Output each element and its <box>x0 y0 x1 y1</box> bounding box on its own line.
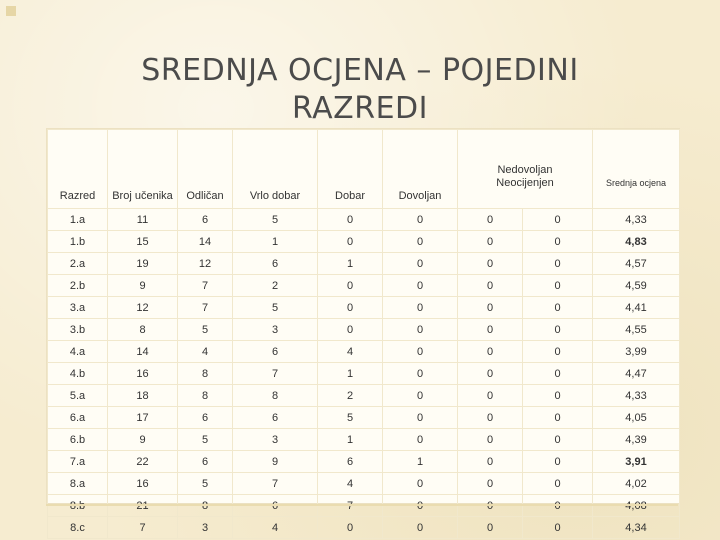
cell-broj: 22 <box>108 451 178 473</box>
table-header <box>48 130 680 209</box>
cell-dovoljan: 0 <box>383 363 458 385</box>
table-row <box>48 319 680 341</box>
cell-dovoljan: 0 <box>383 473 458 495</box>
cell-dobar: 1 <box>318 363 383 385</box>
cell-odlican: 6 <box>178 451 233 473</box>
table-body <box>48 209 680 539</box>
cell-vrlo-dobar: 7 <box>233 473 318 495</box>
cell-nedovoljan: 0 <box>458 451 523 473</box>
header-nedovoljan-neocijenjen <box>458 130 593 209</box>
cell-neocijenjen: 0 <box>523 451 593 473</box>
grades-table <box>47 129 680 539</box>
cell-vrlo-dobar: 2 <box>233 275 318 297</box>
cell-dovoljan: 0 <box>383 407 458 429</box>
cell-nedovoljan: 0 <box>458 297 523 319</box>
cell-dobar: 0 <box>318 517 383 539</box>
cell-vrlo-dobar: 8 <box>233 385 318 407</box>
cell-neocijenjen: 0 <box>523 231 593 253</box>
table-row <box>48 297 680 319</box>
cell-broj: 9 <box>108 429 178 451</box>
cell-nedovoljan: 0 <box>458 363 523 385</box>
cell-nedovoljan: 0 <box>458 275 523 297</box>
cell-dovoljan: 0 <box>383 275 458 297</box>
cell-dobar: 1 <box>318 429 383 451</box>
cell-nedovoljan: 0 <box>458 319 523 341</box>
cell-dobar: 1 <box>318 253 383 275</box>
cell-odlican: 14 <box>178 231 233 253</box>
cell-odlican: 8 <box>178 385 233 407</box>
cell-dobar: 5 <box>318 407 383 429</box>
cell-razred: 8.a <box>48 473 108 495</box>
cell-broj: 17 <box>108 407 178 429</box>
cell-neocijenjen: 0 <box>523 385 593 407</box>
cell-broj: 12 <box>108 297 178 319</box>
cell-broj: 7 <box>108 517 178 539</box>
cell-nedovoljan: 0 <box>458 231 523 253</box>
cell-odlican: 12 <box>178 253 233 275</box>
cell-broj: 15 <box>108 231 178 253</box>
cell-odlican: 6 <box>178 209 233 231</box>
cell-vrlo-dobar: 6 <box>233 407 318 429</box>
cell-vrlo-dobar: 3 <box>233 429 318 451</box>
cell-dobar: 4 <box>318 341 383 363</box>
cell-broj: 8 <box>108 319 178 341</box>
cell-razred: 4.b <box>48 363 108 385</box>
cell-dovoljan: 0 <box>383 297 458 319</box>
cell-vrlo-dobar: 5 <box>233 209 318 231</box>
cell-neocijenjen: 0 <box>523 429 593 451</box>
cell-dobar: 6 <box>318 451 383 473</box>
cell-dobar: 4 <box>318 473 383 495</box>
cell-srednja: 4,02 <box>593 473 680 495</box>
title-line-2: RAZREDI <box>292 91 428 126</box>
cell-neocijenjen: 0 <box>523 341 593 363</box>
header-row <box>48 130 680 209</box>
table-row <box>48 385 680 407</box>
cell-neocijenjen: 0 <box>523 407 593 429</box>
cell-srednja: 3,91 <box>593 451 680 473</box>
cell-odlican: 8 <box>178 363 233 385</box>
cell-vrlo-dobar: 6 <box>233 253 318 275</box>
cell-dovoljan: 0 <box>383 231 458 253</box>
table-row <box>48 517 680 539</box>
title-line-1: SREDNJA OCJENA – POJEDINI <box>141 53 579 88</box>
cell-razred: 6.b <box>48 429 108 451</box>
cell-nedovoljan: 0 <box>458 253 523 275</box>
cell-nedovoljan: 0 <box>458 429 523 451</box>
table-row <box>48 363 680 385</box>
header-razred: Razred <box>48 130 108 209</box>
cell-vrlo-dobar: 5 <box>233 297 318 319</box>
header-vrlo-dobar: Vrlo dobar <box>233 130 318 209</box>
cell-neocijenjen: 0 <box>523 319 593 341</box>
table-row <box>48 429 680 451</box>
cell-broj: 19 <box>108 253 178 275</box>
table-row <box>48 407 680 429</box>
cell-dobar: 0 <box>318 297 383 319</box>
cell-dobar: 0 <box>318 275 383 297</box>
header-dovoljan: Dovoljan <box>383 130 458 209</box>
cell-razred: 8.c <box>48 517 108 539</box>
header-odlican: Odličan <box>178 130 233 209</box>
grades-table-container <box>46 128 680 534</box>
cell-dovoljan: 0 <box>383 429 458 451</box>
table-row <box>48 275 680 297</box>
cell-nedovoljan: 0 <box>458 209 523 231</box>
cell-razred: 2.b <box>48 275 108 297</box>
cell-razred: 4.a <box>48 341 108 363</box>
cell-srednja: 4,39 <box>593 429 680 451</box>
table-row <box>48 231 680 253</box>
cell-vrlo-dobar: 7 <box>233 363 318 385</box>
cell-neocijenjen: 0 <box>523 473 593 495</box>
cell-nedovoljan: 0 <box>458 385 523 407</box>
cell-srednja: 4,57 <box>593 253 680 275</box>
cell-nedovoljan: 0 <box>458 473 523 495</box>
cell-nedovoljan: 0 <box>458 517 523 539</box>
cell-odlican: 5 <box>178 429 233 451</box>
cell-dovoljan: 0 <box>383 517 458 539</box>
cell-dovoljan: 0 <box>383 341 458 363</box>
cell-neocijenjen: 0 <box>523 363 593 385</box>
cell-nedovoljan: 0 <box>458 341 523 363</box>
cell-broj: 16 <box>108 363 178 385</box>
header-broj-ucenika: Broj učenika <box>108 130 178 209</box>
cell-odlican: 3 <box>178 517 233 539</box>
corner-decoration <box>6 6 16 16</box>
header-neocijenjen: Neocijenjen <box>496 177 554 189</box>
cell-broj: 9 <box>108 275 178 297</box>
header-nedovoljan: Nedovoljan <box>497 164 553 176</box>
table-row <box>48 473 680 495</box>
cell-dovoljan: 0 <box>383 319 458 341</box>
cell-vrlo-dobar: 1 <box>233 231 318 253</box>
table-bottom-rule <box>46 504 678 506</box>
cell-dobar: 2 <box>318 385 383 407</box>
header-srednja-ocjena: Srednja ocjena <box>593 130 680 209</box>
cell-srednja: 3,99 <box>593 341 680 363</box>
cell-srednja: 4,55 <box>593 319 680 341</box>
cell-srednja: 4,83 <box>593 231 680 253</box>
cell-dovoljan: 0 <box>383 385 458 407</box>
cell-srednja: 4,34 <box>593 517 680 539</box>
table-row <box>48 451 680 473</box>
cell-dobar: 0 <box>318 231 383 253</box>
cell-odlican: 4 <box>178 341 233 363</box>
cell-neocijenjen: 0 <box>523 297 593 319</box>
cell-srednja: 4,47 <box>593 363 680 385</box>
cell-neocijenjen: 0 <box>523 253 593 275</box>
slide-title <box>95 52 625 128</box>
table-row <box>48 209 680 231</box>
cell-razred: 2.a <box>48 253 108 275</box>
cell-razred: 3.a <box>48 297 108 319</box>
cell-neocijenjen: 0 <box>523 209 593 231</box>
cell-razred: 3.b <box>48 319 108 341</box>
cell-razred: 6.a <box>48 407 108 429</box>
cell-vrlo-dobar: 9 <box>233 451 318 473</box>
cell-dovoljan: 0 <box>383 253 458 275</box>
cell-razred: 1.a <box>48 209 108 231</box>
table-row <box>48 253 680 275</box>
cell-srednja: 4,41 <box>593 297 680 319</box>
cell-razred: 7.a <box>48 451 108 473</box>
cell-razred: 5.a <box>48 385 108 407</box>
cell-broj: 18 <box>108 385 178 407</box>
cell-odlican: 5 <box>178 319 233 341</box>
cell-dovoljan: 1 <box>383 451 458 473</box>
cell-vrlo-dobar: 6 <box>233 341 318 363</box>
header-dobar: Dobar <box>318 130 383 209</box>
cell-neocijenjen: 0 <box>523 517 593 539</box>
cell-srednja: 4,59 <box>593 275 680 297</box>
cell-vrlo-dobar: 4 <box>233 517 318 539</box>
cell-neocijenjen: 0 <box>523 275 593 297</box>
cell-dobar: 0 <box>318 319 383 341</box>
cell-srednja: 4,33 <box>593 209 680 231</box>
cell-dobar: 0 <box>318 209 383 231</box>
cell-razred: 1.b <box>48 231 108 253</box>
cell-nedovoljan: 0 <box>458 407 523 429</box>
cell-odlican: 6 <box>178 407 233 429</box>
cell-vrlo-dobar: 3 <box>233 319 318 341</box>
cell-broj: 14 <box>108 341 178 363</box>
cell-odlican: 5 <box>178 473 233 495</box>
cell-broj: 16 <box>108 473 178 495</box>
cell-srednja: 4,33 <box>593 385 680 407</box>
table-row <box>48 341 680 363</box>
cell-dovoljan: 0 <box>383 209 458 231</box>
cell-broj: 11 <box>108 209 178 231</box>
cell-srednja: 4,05 <box>593 407 680 429</box>
cell-odlican: 7 <box>178 297 233 319</box>
cell-odlican: 7 <box>178 275 233 297</box>
